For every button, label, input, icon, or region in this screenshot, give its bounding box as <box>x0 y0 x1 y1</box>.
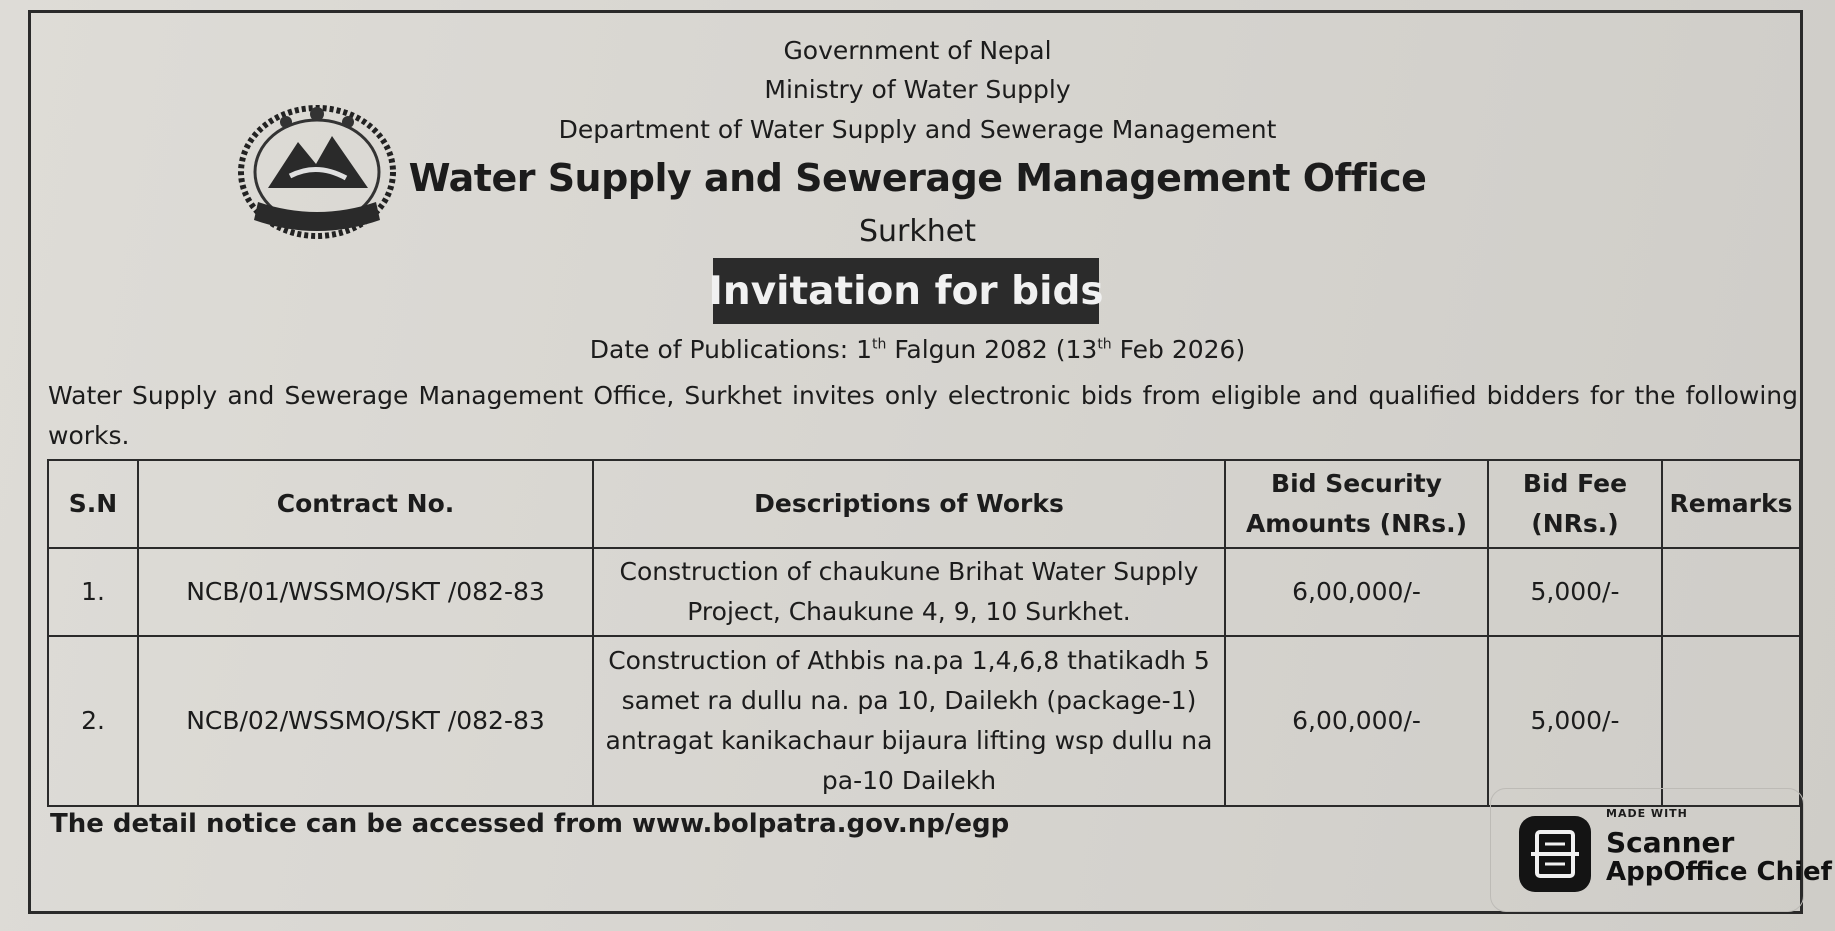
cell-contract-no: NCB/02/WSSMO/SKT /082-83 <box>138 636 593 806</box>
cell-bid-security: 6,00,000/- <box>1225 636 1488 806</box>
government-name: Government of Nepal <box>783 36 1052 65</box>
bids-table <box>47 459 1801 807</box>
header-description: Descriptions of Works <box>593 460 1225 548</box>
header-bid-security: Bid Security Amounts (NRs.) <box>1225 460 1488 548</box>
table-header-row <box>48 460 1800 548</box>
notice-title-banner: Invitation for bids <box>713 258 1099 324</box>
office-name: Water Supply and Sewerage Management Office <box>408 156 1427 200</box>
cell-contract-no: NCB/01/WSSMO/SKT /082-83 <box>138 548 593 636</box>
publication-date-ordinal-2: th <box>1097 336 1112 353</box>
cell-sn: 2. <box>48 636 138 806</box>
table-row <box>48 548 1800 636</box>
cell-remarks <box>1662 636 1800 806</box>
scanner-app-icon <box>1519 816 1591 892</box>
publication-date-middle: Falgun 2082 (13 <box>886 335 1098 364</box>
header-sn: S.N <box>48 460 138 548</box>
publication-date-ordinal-1: th <box>872 336 887 353</box>
publication-date-prefix: Date of Publications: 1 <box>589 335 872 364</box>
detail-notice-footnote: The detail notice can be accessed from www.bolpatra.gov.np/egp <box>50 809 1010 839</box>
table-row <box>48 636 1800 806</box>
department-name: Department of Water Supply and Sewerage Management <box>558 115 1277 144</box>
cell-sn: 1. <box>48 548 138 636</box>
publication-date <box>0 335 1835 364</box>
cell-remarks <box>1662 548 1800 636</box>
cell-bid-fee: 5,000/- <box>1488 636 1662 806</box>
cell-bid-security: 6,00,000/- <box>1225 548 1488 636</box>
cell-description: Construction of chaukune Brihat Water Supply Project, Chaukune 4, 9, 10 Surkhet. <box>593 548 1225 636</box>
watermark-made-with: MADE WITH <box>1606 807 1688 820</box>
header-contract-no: Contract No. <box>138 460 593 548</box>
office-city: Surkhet <box>859 214 976 249</box>
intro-paragraph: Water Supply and Sewerage Management Office, Surkhet invites only electronic bids from eligible and qualified bidders for the following works. <box>48 381 1798 450</box>
cell-description: Construction of Athbis na.pa 1,4,6,8 thatikadh 5 samet ra dullu na. pa 10, Dailekh (package-1) antragat kanikachaur bijaura lifting wsp dullu na pa-10 Dailekh <box>593 636 1225 806</box>
watermark-line-2: AppOffice Chief <box>1606 857 1832 887</box>
scanner-app-watermark <box>1490 788 1832 912</box>
watermark-line-1: Scanner <box>1606 826 1735 859</box>
ministry-name: Ministry of Water Supply <box>764 75 1071 104</box>
cell-bid-fee: 5,000/- <box>1488 548 1662 636</box>
header-bid-fee: Bid Fee (NRs.) <box>1488 460 1662 548</box>
header-remarks: Remarks <box>1662 460 1800 548</box>
publication-date-suffix: Feb 2026) <box>1111 335 1246 364</box>
